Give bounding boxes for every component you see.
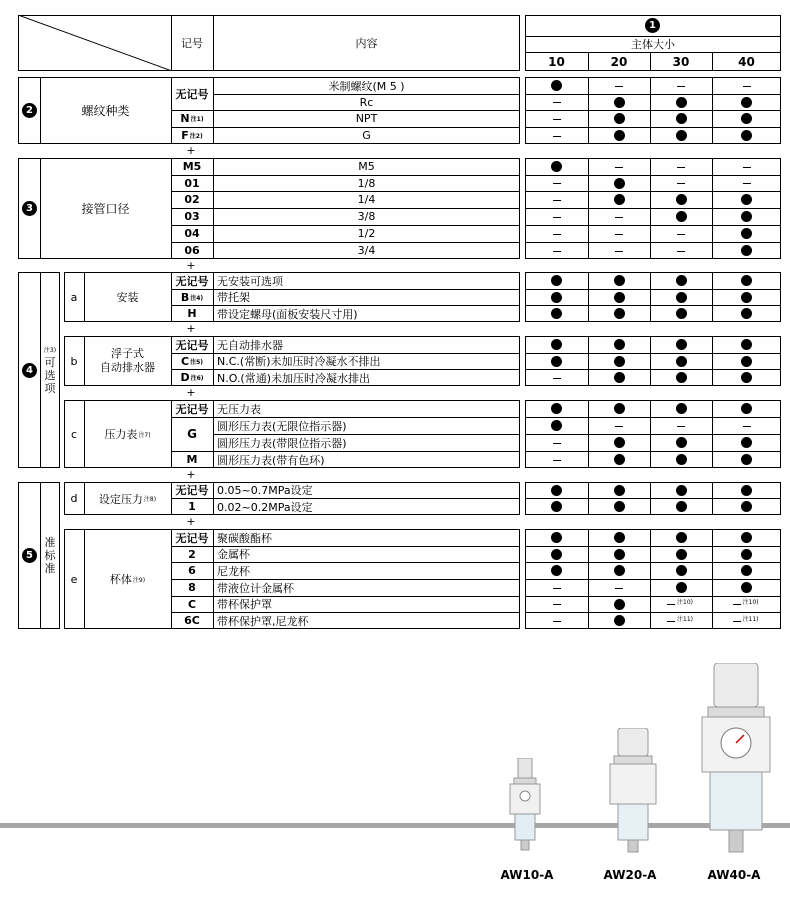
- standard-e-code-4: C: [187, 597, 197, 611]
- unavailable-dash-icon: [553, 200, 561, 201]
- standard-e-content-1: 金属杯: [217, 548, 250, 561]
- unavailable-dash-icon: [677, 251, 685, 252]
- standard-d-content-0: 0.05~0.7MPa设定: [217, 484, 313, 497]
- size-column-divider: [712, 336, 713, 386]
- options-c-label: 压力表 注7): [104, 428, 151, 441]
- available-dot-icon: [741, 437, 752, 448]
- available-dot-icon: [614, 292, 625, 303]
- size-20: 20: [610, 54, 628, 69]
- unavailable-dash-icon: [615, 217, 623, 218]
- standard-d-code-1: 1: [188, 500, 196, 513]
- unavailable-dash-icon: [615, 426, 623, 427]
- unavailable-dash-icon: [553, 621, 561, 622]
- thread-content-1: Rc: [359, 95, 374, 109]
- product-aw10-image: [508, 758, 544, 858]
- size-column-divider: [650, 77, 651, 144]
- available-dot-icon: [741, 372, 752, 383]
- available-dot-icon: [741, 532, 752, 543]
- options-b-label-2: 自动排水器: [100, 361, 155, 374]
- unavailable-dash-icon: [667, 621, 675, 622]
- available-dot-icon: [551, 339, 562, 350]
- unavailable-dash-icon: [733, 621, 741, 622]
- options-b-code-2: D 注6): [180, 371, 204, 384]
- unavailable-dash-icon: [743, 167, 751, 168]
- available-dot-icon: [551, 80, 562, 91]
- plus-4: +: [186, 386, 196, 399]
- standard-e-letter: e: [70, 572, 78, 586]
- thread-code-n: N 注1): [180, 112, 204, 125]
- port-content-3: 3/8: [357, 210, 376, 223]
- available-dot-icon: [741, 113, 752, 124]
- unavailable-dash-icon: [615, 167, 623, 168]
- size-column-divider: [712, 158, 713, 259]
- standard-e-label: 杯体 注9): [109, 573, 146, 586]
- available-dot-icon: [741, 403, 752, 414]
- options-b-letter: b: [70, 354, 78, 368]
- unavailable-dash-icon: [743, 86, 751, 87]
- available-dot-icon: [551, 532, 562, 543]
- available-dot-icon: [676, 97, 687, 108]
- available-dot-icon: [614, 113, 625, 124]
- standard-e-code-3: 8: [188, 581, 196, 594]
- available-dot-icon: [741, 194, 752, 205]
- unavailable-dash-icon: [553, 378, 561, 379]
- options-c-content-1: 圆形压力表(无限位指示器): [217, 419, 347, 433]
- size-column-divider: [650, 482, 651, 515]
- thread-content-2: NPT: [355, 112, 378, 125]
- available-dot-icon: [676, 532, 687, 543]
- size-column-divider: [712, 529, 713, 629]
- options-b-content-0: 无自动排水器: [217, 338, 283, 352]
- options-a-content-1: 带托架: [217, 291, 250, 304]
- available-dot-icon: [614, 437, 625, 448]
- port-code-4: 04: [184, 227, 200, 240]
- plus-2: +: [186, 259, 196, 272]
- available-dot-icon: [741, 356, 752, 367]
- size-column-divider: [712, 482, 713, 515]
- unavailable-dash-icon: [553, 588, 561, 589]
- available-dot-icon: [676, 194, 687, 205]
- available-dot-icon: [551, 308, 562, 319]
- product-aw40-image: [700, 663, 772, 863]
- options-c-code-0: 无记号: [175, 402, 209, 416]
- available-dot-icon: [741, 228, 752, 239]
- unavailable-dash-icon: [743, 183, 751, 184]
- section-number-2: 2: [22, 103, 37, 118]
- unavailable-dash-icon: [553, 217, 561, 218]
- options-a-code-1: B 注4): [180, 290, 204, 304]
- options-label: 可选项: [44, 356, 56, 395]
- available-dot-icon: [676, 437, 687, 448]
- options-a-code-0: 无记号: [175, 274, 209, 288]
- unavailable-dash-icon: [677, 86, 685, 87]
- standard-label: 准标准: [44, 536, 56, 575]
- size-column-divider: [588, 158, 589, 259]
- size-column-divider: [712, 272, 713, 322]
- available-dot-icon: [741, 454, 752, 465]
- unavailable-dash-icon: [553, 604, 561, 605]
- unavailable-dash-icon: [553, 234, 561, 235]
- available-dot-icon: [614, 501, 625, 512]
- available-dot-icon: [614, 130, 625, 141]
- options-c-content-2: 圆形压力表(带限位指示器): [217, 436, 347, 450]
- size-40: 40: [738, 54, 755, 69]
- options-c-code-m: M: [186, 453, 198, 466]
- available-dot-icon: [741, 211, 752, 222]
- code-header: 记号: [181, 37, 203, 50]
- unavailable-dash-icon: [553, 102, 561, 103]
- available-dot-icon: [676, 308, 687, 319]
- available-dot-icon: [614, 178, 625, 189]
- unavailable-dash-icon: [677, 167, 685, 168]
- available-dot-icon: [614, 565, 625, 576]
- options-c-content-3: 圆形压力表(带有色环): [217, 453, 325, 467]
- available-dot-icon: [614, 532, 625, 543]
- options-a-content-0: 无安装可选项: [217, 274, 283, 288]
- mark-footnote: 注11): [677, 615, 693, 623]
- section-number-3: 3: [22, 201, 37, 216]
- available-dot-icon: [676, 211, 687, 222]
- standard-e-code-0: 无记号: [175, 531, 209, 545]
- standard-d-label: 设定压力 注8): [98, 492, 157, 506]
- product-aw40-label: AW40-A: [707, 868, 761, 882]
- unavailable-dash-icon: [677, 234, 685, 235]
- size-column-divider: [588, 482, 589, 515]
- standard-e-code-2: 6: [188, 564, 196, 577]
- options-b-content-1: N.C.(常断)未加压时冷凝水不排出: [217, 355, 381, 368]
- port-code-2: 02: [184, 193, 200, 206]
- ground-line: [0, 823, 790, 828]
- unavailable-dash-icon: [743, 426, 751, 427]
- available-dot-icon: [614, 275, 625, 286]
- available-dot-icon: [614, 372, 625, 383]
- standard-d-code-0: 无记号: [175, 484, 209, 497]
- options-note: 注3): [43, 347, 57, 354]
- available-dot-icon: [551, 420, 562, 431]
- plus-3: +: [186, 322, 196, 335]
- port-content-1: 1/8: [357, 176, 376, 190]
- mark-footnote: 注11): [742, 615, 759, 623]
- available-dot-icon: [614, 308, 625, 319]
- options-b-content-2: N.O.(常通)未加压时冷凝水排出: [217, 371, 371, 385]
- available-dot-icon: [741, 292, 752, 303]
- thread-label: 螺纹种类: [81, 104, 130, 118]
- available-dot-icon: [741, 130, 752, 141]
- port-code-1: 01: [184, 176, 200, 190]
- size-column-divider: [588, 400, 589, 468]
- unavailable-dash-icon: [553, 460, 561, 461]
- port-label: 接管口径: [81, 202, 130, 216]
- available-dot-icon: [676, 113, 687, 124]
- options-b-label-1: 浮子式: [111, 347, 144, 360]
- available-dot-icon: [614, 403, 625, 414]
- port-content-4: 1/2: [357, 227, 376, 240]
- available-dot-icon: [676, 454, 687, 465]
- unavailable-dash-icon: [553, 136, 561, 137]
- available-dot-icon: [676, 485, 687, 496]
- size-column-divider: [650, 400, 651, 468]
- available-dot-icon: [741, 485, 752, 496]
- available-dot-icon: [551, 161, 562, 172]
- unavailable-dash-icon: [553, 251, 561, 252]
- plus-6: +: [186, 515, 196, 528]
- available-dot-icon: [614, 599, 625, 610]
- available-dot-icon: [614, 485, 625, 496]
- available-dot-icon: [741, 339, 752, 350]
- section-number-5: 5: [22, 548, 37, 563]
- standard-e-code-5: 6C: [184, 614, 200, 627]
- available-dot-icon: [551, 275, 562, 286]
- options-c-letter: c: [70, 427, 78, 441]
- unavailable-dash-icon: [667, 604, 675, 605]
- unavailable-dash-icon: [615, 251, 623, 252]
- options-a-code-2: H: [187, 307, 197, 320]
- available-dot-icon: [676, 501, 687, 512]
- available-dot-icon: [741, 97, 752, 108]
- options-c-code-g: G: [187, 427, 197, 441]
- available-dot-icon: [551, 501, 562, 512]
- available-dot-icon: [741, 245, 752, 256]
- size-10: 10: [548, 54, 565, 69]
- size-column-divider: [712, 77, 713, 144]
- thread-code-none: 无记号: [175, 87, 209, 101]
- available-dot-icon: [676, 372, 687, 383]
- available-dot-icon: [551, 292, 562, 303]
- options-a-letter: a: [70, 290, 78, 304]
- available-dot-icon: [614, 454, 625, 465]
- available-dot-icon: [741, 565, 752, 576]
- available-dot-icon: [676, 275, 687, 286]
- available-dot-icon: [676, 582, 687, 593]
- standard-d-letter: d: [70, 492, 78, 505]
- available-dot-icon: [741, 549, 752, 560]
- thread-content-3: G: [362, 129, 371, 142]
- plus-1: +: [186, 144, 196, 157]
- unavailable-dash-icon: [615, 86, 623, 87]
- available-dot-icon: [614, 549, 625, 560]
- unavailable-dash-icon: [615, 588, 623, 589]
- size-column-divider: [650, 336, 651, 386]
- unavailable-dash-icon: [615, 234, 623, 235]
- standard-e-content-3: 带液位计金属杯: [217, 581, 294, 595]
- header-diagonal: [18, 15, 172, 71]
- content-header: 内容: [355, 37, 378, 50]
- size-column-divider: [650, 272, 651, 322]
- thread-content-0: 米制螺纹(M 5 ): [328, 79, 405, 93]
- size-column-divider: [588, 272, 589, 322]
- available-dot-icon: [741, 501, 752, 512]
- size-column-divider: [588, 77, 589, 144]
- product-aw20-label: AW20-A: [603, 868, 657, 882]
- size-column-divider: [588, 529, 589, 629]
- available-dot-icon: [741, 582, 752, 593]
- standard-e-content-4: 带杯保护罩: [217, 598, 272, 611]
- options-a-content-2: 带设定螺母(面板安装尺寸用): [217, 307, 358, 321]
- available-dot-icon: [741, 275, 752, 286]
- available-dot-icon: [551, 356, 562, 367]
- available-dot-icon: [676, 565, 687, 576]
- size-column-divider: [588, 336, 589, 386]
- unavailable-dash-icon: [733, 604, 741, 605]
- thread-code-f: F 注2): [181, 129, 203, 142]
- port-code-3: 03: [184, 210, 200, 223]
- standard-e-content-0: 聚碳酸酯杯: [217, 531, 272, 545]
- available-dot-icon: [551, 485, 562, 496]
- port-code-0: M5: [182, 160, 202, 173]
- available-dot-icon: [614, 615, 625, 626]
- available-dot-icon: [676, 130, 687, 141]
- available-dot-icon: [676, 403, 687, 414]
- available-dot-icon: [551, 403, 562, 414]
- standard-e-content-5: 带杯保护罩,尼龙杯: [217, 614, 309, 628]
- available-dot-icon: [614, 97, 625, 108]
- available-dot-icon: [551, 565, 562, 576]
- mark-footnote: 注10): [677, 599, 693, 606]
- standard-e-content-2: 尼龙杯: [217, 564, 250, 578]
- options-b-code-0: 无记号: [175, 338, 209, 352]
- unavailable-dash-icon: [553, 443, 561, 444]
- available-dot-icon: [614, 339, 625, 350]
- size-column-divider: [712, 400, 713, 468]
- plus-5: +: [186, 468, 196, 481]
- options-a-label: 安装: [116, 291, 139, 304]
- section-number-4: 4: [22, 363, 37, 378]
- available-dot-icon: [676, 549, 687, 560]
- section-number-1: 1: [645, 18, 660, 33]
- standard-e-code-1: 2: [188, 547, 196, 561]
- standard-d-content-1: 0.02~0.2MPa设定: [217, 500, 313, 514]
- unavailable-dash-icon: [553, 119, 561, 120]
- unavailable-dash-icon: [553, 183, 561, 184]
- product-aw20-image: [608, 728, 658, 858]
- available-dot-icon: [676, 339, 687, 350]
- options-c-content-0: 无压力表: [217, 402, 261, 416]
- size-30: 30: [672, 54, 690, 69]
- unavailable-dash-icon: [677, 183, 685, 184]
- unavailable-dash-icon: [677, 426, 685, 427]
- size-column-divider: [650, 529, 651, 629]
- size-column-divider: [650, 158, 651, 259]
- available-dot-icon: [676, 292, 687, 303]
- options-b-label: [84, 336, 171, 386]
- available-dot-icon: [614, 356, 625, 367]
- available-dot-icon: [676, 356, 687, 367]
- available-dot-icon: [741, 308, 752, 319]
- port-content-0: M5: [358, 160, 375, 173]
- port-content-5: 3/4: [357, 244, 376, 257]
- available-dot-icon: [551, 549, 562, 560]
- size-header: 主体大小: [631, 38, 675, 51]
- port-content-2: 1/4: [357, 193, 376, 206]
- mark-footnote: 注10): [742, 599, 759, 606]
- available-dot-icon: [614, 194, 625, 205]
- port-code-5: 06: [184, 244, 200, 257]
- product-aw10-label: AW10-A: [500, 868, 554, 882]
- options-b-code-1: C 注5): [181, 354, 203, 368]
